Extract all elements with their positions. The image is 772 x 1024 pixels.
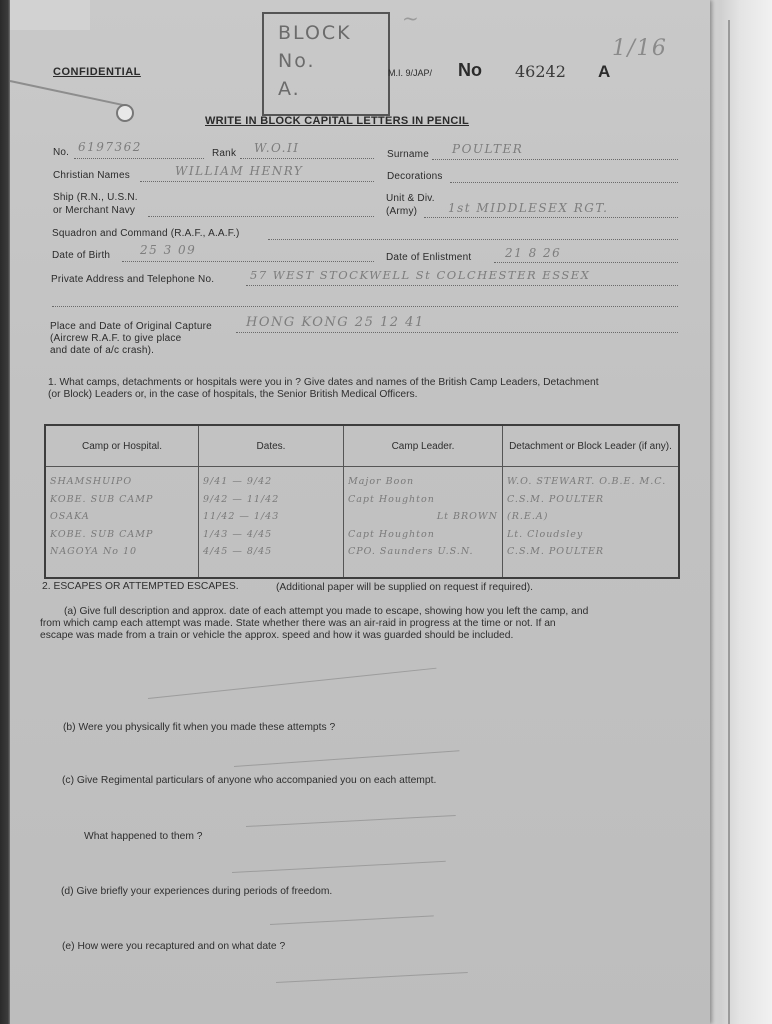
- ship-label-line2: or Merchant Navy: [53, 205, 136, 216]
- q2d-text: (d) Give briefly your experiences during periods of freedom.: [61, 886, 333, 897]
- serial-number: 46242: [515, 62, 566, 81]
- capture-value: HONG KONG 25 12 41: [246, 315, 425, 330]
- q2-note: (Additional paper will be supplied on request if required).: [276, 582, 533, 593]
- no-label: No.: [53, 147, 70, 158]
- date-entry: 11/42 — 1/43: [203, 511, 280, 522]
- rank-rule: [240, 158, 374, 159]
- capture-label-line3: and date of a/c crash).: [50, 345, 155, 356]
- date-entry: 9/41 — 9/42: [203, 476, 273, 487]
- date-entry: 4/45 — 8/45: [203, 546, 273, 557]
- christian-names-label: Christian Names: [53, 170, 130, 181]
- handwritten-annotation: 1/16: [612, 36, 668, 61]
- q2a-text-line3: escape was made from a train or vehicle the approx. speed and how it was guarded should be included.: [40, 630, 514, 641]
- no-value: 6197362: [78, 140, 142, 154]
- dates-column: [199, 467, 344, 579]
- camp-entry: KOBE. SUB CAMP: [50, 528, 154, 540]
- header-camp: Camp or Hospital.: [45, 425, 199, 467]
- camp-entry: OSAKA: [50, 511, 90, 522]
- q1-text-line1: 1. What camps, detachments or hospitals were you in ? Give dates and names of the British Camp Leaders, Detachment: [48, 377, 599, 388]
- header-block-leader: Detachment or Block Leader (if any).: [503, 425, 680, 467]
- q2a-text-line2: from which camp each attempt was made. State whether there was an air-raid in progress at the time or not. If an: [40, 618, 556, 629]
- address-rule: [246, 285, 678, 286]
- leader-entry: Capt Houghton: [348, 493, 435, 505]
- no-rule: [74, 158, 204, 159]
- address-label: Private Address and Telephone No.: [51, 274, 215, 285]
- instruction-heading: WRITE IN BLOCK CAPITAL LETTERS IN PENCIL: [205, 115, 469, 127]
- table-row: [45, 467, 679, 579]
- enlistment-label: Date of Enlistment: [386, 252, 472, 263]
- block-leader-entry: (R.E.A): [507, 511, 549, 522]
- stamp-no-text: No.: [278, 50, 316, 72]
- unit-label-line1: Unit & Div.: [386, 193, 435, 204]
- unit-value: 1st MIDDLESEX RGT.: [448, 201, 609, 215]
- q2-title: 2. ESCAPES OR ATTEMPTED ESCAPES.: [42, 581, 239, 592]
- address-rule-2: [52, 306, 678, 307]
- enlistment-rule: [494, 262, 678, 263]
- ship-label-line1: Ship (R.N., U.S.N.: [53, 192, 138, 203]
- enlistment-value: 21 8 26: [505, 246, 562, 260]
- block-stamp: [262, 12, 390, 116]
- ship-rule: [148, 216, 374, 217]
- leader-entry: CPO. Saunders U.S.N.: [348, 546, 474, 557]
- christian-names-value: WILLIAM HENRY: [175, 164, 304, 178]
- leader-entry: Major Boon: [348, 476, 415, 487]
- date-entry: 9/42 — 11/42: [203, 493, 280, 505]
- unit-rule: [424, 217, 678, 218]
- confidential-heading: CONFIDENTIAL: [53, 66, 141, 78]
- surname-value: POULTER: [452, 142, 524, 156]
- q2c-text: (c) Give Regimental particulars of anyone who accompanied you on each attempt.: [62, 775, 437, 786]
- block-leader-column: [503, 467, 680, 579]
- capture-label-line1: Place and Date of Original Capture: [50, 321, 212, 332]
- squadron-label: Squadron and Command (R.A.F., A.A.F.): [52, 228, 240, 239]
- q2e-text: (e) How were you recaptured and on what date ?: [62, 941, 286, 952]
- date-entry: 1/43 — 4/45: [203, 528, 273, 540]
- handwritten-scrawl: ~: [402, 6, 421, 30]
- camp-entry: KOBE. SUB CAMP: [50, 493, 154, 505]
- q2a-text-line1: (a) Give full description and approx. date of each attempt you made to escape, showing how you left the camp, and: [64, 606, 589, 617]
- leader-entry: Capt Houghton: [348, 528, 435, 540]
- dob-value: 25 3 09: [140, 243, 197, 257]
- table-header-row: [45, 425, 679, 467]
- christian-names-rule: [140, 181, 374, 182]
- camp-entry: SHAMSHUIPO: [50, 476, 133, 487]
- serial-number-label: No: [458, 60, 482, 80]
- form-reference: M.I. 9/JAP/: [388, 68, 433, 78]
- header-camp-leader: Camp Leader.: [344, 425, 503, 467]
- decorations-label: Decorations: [387, 171, 443, 182]
- q2b-text: (b) Were you physically fit when you made these attempts ?: [63, 722, 336, 733]
- q1-text-line2: (or Block) Leaders or, in the case of hospitals, the Senior British Medical Officers.: [48, 389, 418, 400]
- capture-label-line2: (Aircrew R.A.F. to give place: [50, 333, 182, 344]
- surname-label: Surname: [387, 149, 429, 160]
- block-leader-entry: C.S.M. POULTER: [507, 546, 605, 557]
- torn-corner: [10, 0, 90, 30]
- decorations-rule: [450, 182, 678, 183]
- page-fold-line: [728, 20, 730, 1024]
- camp-entry: NAGOYA No 10: [50, 546, 138, 557]
- capture-rule: [236, 332, 678, 333]
- block-leader-entry: W.O. STEWART. O.B.E. M.C.: [507, 476, 667, 487]
- leader-entry: Lt BROWN: [436, 511, 498, 522]
- punch-hole-grommet: [116, 104, 134, 122]
- block-leader-entry: Lt. Cloudsley: [507, 528, 584, 540]
- surname-rule: [432, 159, 678, 160]
- address-value: 57 WEST STOCKWELL St COLCHESTER ESSEX: [250, 268, 591, 282]
- q2c-subquestion: What happened to them ?: [84, 831, 203, 842]
- header-dates: Dates.: [199, 425, 344, 467]
- file-tag-string: [10, 80, 128, 107]
- camp-column: [45, 467, 199, 579]
- stacked-pages-edge: [700, 0, 772, 1024]
- dob-label: Date of Birth: [52, 250, 111, 261]
- unit-label-line2: (Army): [386, 206, 418, 217]
- camps-table: [44, 424, 680, 579]
- stamp-a-text: A.: [278, 78, 301, 100]
- rank-value: W.O.II: [254, 141, 300, 155]
- serial-series: A: [598, 62, 611, 81]
- rank-label: Rank: [212, 148, 237, 159]
- leader-column: [344, 467, 503, 579]
- block-leader-entry: C.S.M. POULTER: [507, 493, 605, 505]
- squadron-rule: [268, 239, 678, 240]
- dob-rule: [122, 261, 374, 262]
- stamp-block-text: BLOCK: [278, 22, 352, 44]
